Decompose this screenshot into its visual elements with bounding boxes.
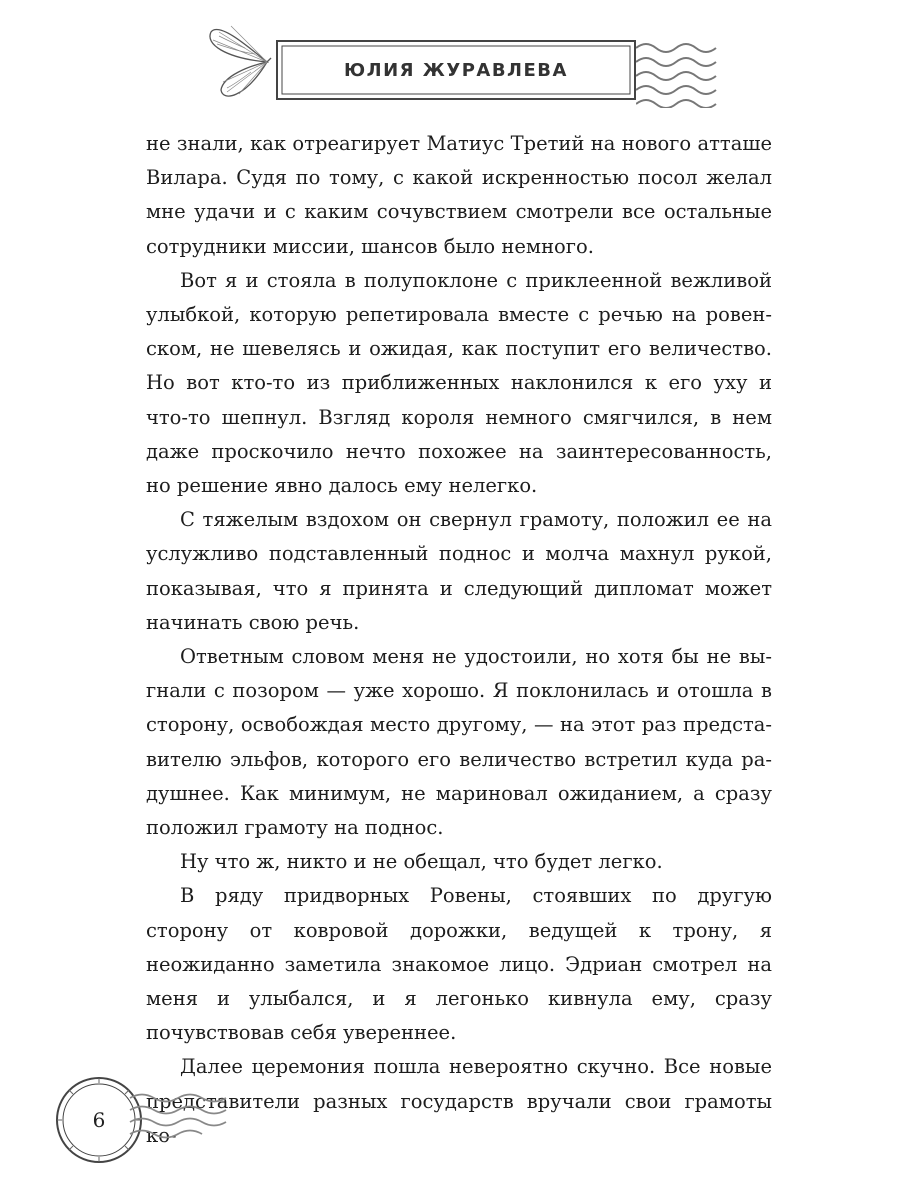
body-text: [146, 127, 772, 1147]
paragraph: С тяжелым вздохом он свернул грамоту, положил ее на услужливо подставленный поднос и молча махнул рукой, показывая, что я принята и следующий дипломат может начинать свою речь.: [146, 508, 772, 634]
paragraph: Далее церемония пошла невероятно скучно. Все новые представители разных государств вручали свои грамоты ко-: [146, 1055, 772, 1147]
paragraph: Ответным словом меня не удостоили, но хотя бы не выгнали с позором — уже хорошо. Я поклонилась и отошла в сторону, освобождая место другому, — на этот раз представителю эльфов, которого его величество встретил куда радушнее. Как минимум, не мариновал ожиданием, а сразу положил грамоту на поднос.: [146, 645, 772, 840]
postmark-waves-footer: [120, 1088, 230, 1148]
running-header-author: ЮЛИЯ ЖУРАВЛЕВА: [344, 59, 568, 81]
postmark-waves-header: [636, 36, 720, 108]
paragraph: Ну что ж, никто и не обещал, что будет легко.: [180, 850, 663, 874]
paragraph: Вот я и стояла в полупоклоне с приклеенной вежливой улыбкой, которую репетировала вместе с речью на ровенском, не шевелясь и ожидая, как поступит его величество. Но вот кто-то из приближенных наклонился к его уху и что-то шепнул. Взгляд короля немного смягчился, в нем даже проскочило нечто похожее на заинтересованность, но решение явно далось ему нелегко.: [146, 268, 772, 498]
paragraph: не знали, как отреагирует Матиус Третий на нового атташе Вилара. Судя по тому, с какой искренностью посол желал мне удачи и с каким сочувствием смотрели все остальные сотрудники миссии, шансов было немного.: [146, 132, 772, 258]
page-number: 6: [92, 1108, 106, 1132]
butterfly-icon: [205, 14, 275, 104]
paragraph: В ряду придворных Ровены, стоявших по другую сторону от ковровой дорожки, ведущей к трону, я неожиданно заметила знакомое лицо. Эдриан смотрел на меня и улыбался, и я легонько кивнула ему, сразу почувствовав себя увереннее.: [146, 884, 772, 1045]
